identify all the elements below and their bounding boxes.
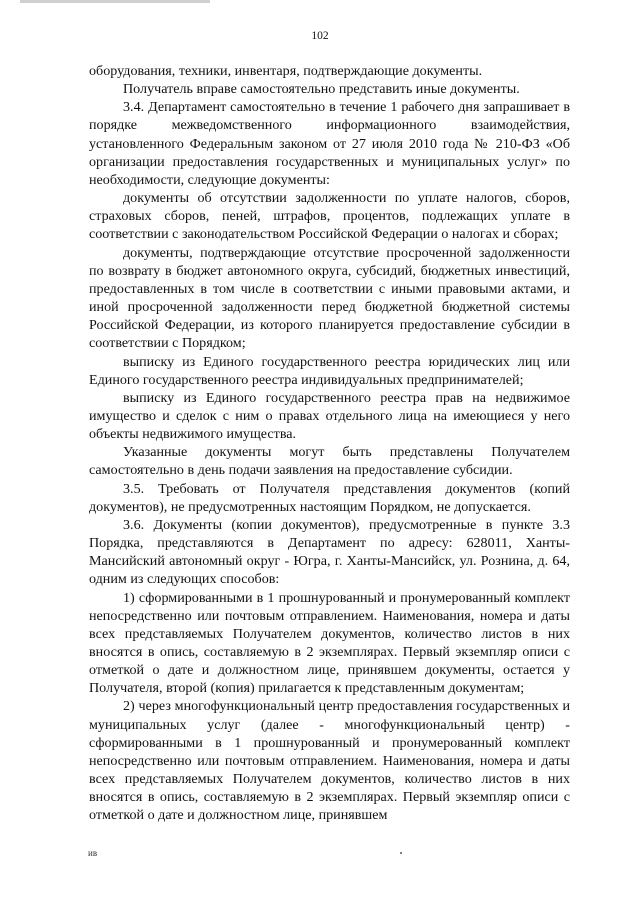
- paragraph-egrul-extract: выписку из Единого государственного реестра юридических лиц или Единого государственного реестра индивидуальных предпринимателей;: [89, 353, 570, 388]
- paragraph-tax-debt: документы об отсутствии задолженности по уплате налогов, сборов, страховых сборов, пеней, штрафов, процентов, подлежащих уплате в соответствии с законодательством Российской Федерации о налогах и сборах;: [89, 190, 570, 243]
- paragraph-3-6: 3.6. Документы (копии документов), предусмотренные в пункте 3.3 Порядка, представляются в Департамент по адресу: 628011, Ханты-Мансийский автономный округ - Югра, г. Ханты-Мансийск, ул. Рознина, д. 64, одним из следующих способов:: [89, 516, 570, 588]
- paragraph-method-1: 1) сформированными в 1 прошнурованный и пронумерованный комплект непосредственно или почтовым отправлением. Наименования, номера и даты всех представляемых Получателем документов, количество листов в них вносятся в опись, составляемую в 2 экземплярах. Первый экземпляр описи с отметкой о дате и должностном лице, принявшем документы, остается у Получателя, второй (копия) прилагается к представленным документам;: [89, 589, 570, 697]
- paragraph-budget-debt: документы, подтверждающие отсутствие просроченной задолженности по возврату в бюджет автономного округа, субсидий, бюджетных инвестиций, предоставленных в том числе в соответствии с иными правовыми актами, и иной просроченной задолженности перед бюджетной бюджетной системы Российской Федерации, из которого планируется предоставление субсидии в соответствии с Порядком;: [89, 244, 570, 352]
- paragraph-other-documents: Получатель вправе самостоятельно представить иные документы.: [123, 81, 520, 98]
- paragraph-method-2: 2) через многофункциональный центр предоставления государственных и муниципальных услуг (далее - многофункциональный центр) - сформированными в 1 прошнурованный и пронумерованный комплект непосредственно или почтовым отправлением. Наименования, номера и даты всех представляемых Получателем документов, количество листов в них вносятся в опись, составляемую в 2 экземплярах. Первый экземпляр описи с отметкой о дате и должностном лице, принявшем: [89, 698, 570, 824]
- paragraph-3-4: 3.4. Департамент самостоятельно в течение 1 рабочего дня запрашивает в порядке межведомственного информационного взаимодействия, установленного Федеральным законом от 27 июля 2010 года № 210-ФЗ «Об организации предоставления государственных и муниципальных услуг» по необходимости, следующие документы:: [89, 99, 570, 188]
- paragraph-self-submission: Указанные документы могут быть представлены Получателем самостоятельно в день подачи заявления на предоставление субсидии.: [89, 444, 570, 479]
- paragraph-continuation: оборудования, техники, инвентаря, подтверждающие документы.: [89, 63, 483, 79]
- paragraph-egrp-extract: выписку из Единого государственного реестра прав на недвижимое имущество и сделок с ним о правах отдельного лица на имеющиеся у него объекты недвижимого имущества.: [89, 389, 570, 443]
- scan-edge-line: [20, 0, 210, 3]
- scan-dot: [400, 852, 402, 854]
- footer-mark: ив: [88, 848, 98, 858]
- page-number: 102: [311, 30, 329, 42]
- paragraph-3-5: 3.5. Требовать от Получателя представления документов (копий документов), не предусмотренных настоящим Порядком, не допускается.: [89, 480, 570, 515]
- document-body: [89, 62, 570, 825]
